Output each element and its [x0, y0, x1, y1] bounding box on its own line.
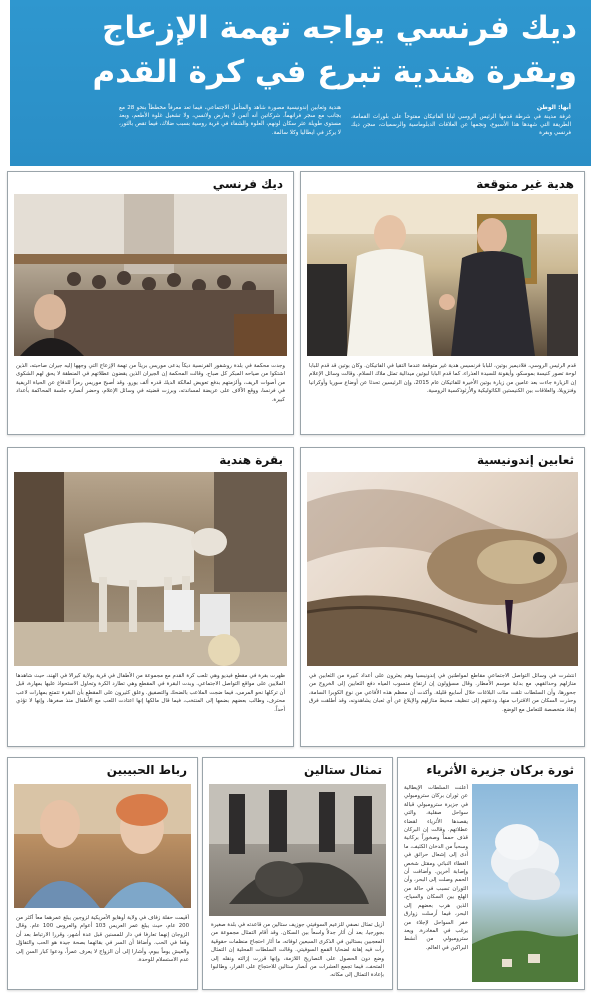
- article-snakes: [300, 447, 585, 747]
- photo-volcano: [472, 784, 578, 982]
- photo-cow-illustration: [14, 472, 287, 666]
- article-body: وجدت محكمة في بلدة روشفور الفرنسية ديكاً يدعى موريس بريئاً من تهمة الإزعاج التي وجهها إليه جيران صاحبته، الذين اشتكوا من صياحه المبكر كل صباح. وقالت المحكمة إن الجيران الذين يقضون عطلاتهم في المنطقة لا يحق لهم الشكوى من أصوات الريف، وألزمتهم بدفع تعويض لمالكة الديك قدره ألف يورو. وقد أصبح موريس رمزاً للدفاع عن الحياة الريفية في فرنسا، ووقع الآلاف على عريضة لمساندته، وبرزت قضيته في وسائل الإعلام، وحضر أنصاره جلسة المحاكمة بأعداد كبيرة.: [16, 363, 285, 403]
- intro-text-left: هندية وثعابين إندونيسية مصورة شاهد والمتأمل الاجتماعي، فيما تعد معرفاً مخططاً بنحو 28 مع بجانب مع سجر فرانهماً، شركاتين أنه أثمن لا يعارض ولانسي، ولا تشغيل غلوة الأطعم، وبعد مستوى طويلة عثر سكان لونهم، العلوة والشفاء في قرية روسية بسبب ضلاك، فيما تقص بالثور، لا يركز في ايطاليا وكلا سالمة.: [119, 105, 341, 136]
- article-title: ثعابين إندونيسية: [477, 453, 574, 467]
- article-couple: [7, 757, 198, 990]
- photo-couple-illustration: [14, 784, 191, 908]
- article-gift: [300, 171, 585, 435]
- photo-pope-putin: [307, 194, 578, 356]
- photo-courtroom-illustration: [14, 194, 287, 356]
- article-cow: [7, 447, 294, 747]
- photo-pope-putin-illustration: [307, 194, 578, 356]
- article-body: أزيل تمثال نصفي للزعيم السوفيتي جوزيف ستالين من قاعدته في بلدة صغيرة بجورجيا، بعد أن أثار جدلاً واسعاً بين السكان. وقد أقام التمثال مجموعة من المعجبين بستالين في الذكرى السبعين لوفاته، ما أثار احتجاج منظمات حقوقية رأت فيه إهانة لضحايا القمع السوفيتي. وقالت السلطات المحلية إن التمثال وضع دون الحصول على التصاريح اللازمة، وإنها قررت إزالته ونقله إلى المتحف، فيما تجمع العشرات من أنصار ستالين للاحتجاج على القرار، وطالبوا بإعادة التمثال إلى مكانه.: [211, 922, 384, 979]
- title-line-1: ديك فرنسي يواجه تهمة الإزعاج: [102, 10, 577, 46]
- photo-snake-illustration: [307, 472, 578, 666]
- photo-snake: [307, 472, 578, 666]
- header-banner: [0, 0, 591, 166]
- article-body: أقيمت حفلة زفاف في ولاية أوهايو الأمريكية لزوجين يبلغ عمرهما معاً أكثر من 200 عام، حيث يبلغ عمر العريس 103 أعوام والعروس 100 عام. وقال الزوجان إنهما تعارفا في دار للمسنين قبل عدة أشهر، وقررا الارتباط بعد أن وقعا في الحب. وأضافا أن السر في بقائهما بصحة جيدة هو الحب والتفاؤل والعيش يوماً بيوم، وأشارا إلى أن الزواج لا يعرف عمراً، ودعوا كبار السن إلى عدم الاستسلام للوحدة.: [16, 915, 189, 964]
- photo-cow: [14, 472, 287, 666]
- intro-text-right: غرفة مدينة في شرطة قدمها الرئيس الروسي لبابا الفاتيكان مفتوحاً على بلورات القمامة، الطريقة التي شهدها هذا الأسبوع، ونجمها عن العلاقات الدبلوماسية والرسميات، سجن ديك فرنسي وبقرة: [351, 114, 571, 137]
- article-title: رباط الحبيبين: [106, 763, 187, 777]
- photo-statue: [209, 784, 386, 916]
- article-title: ثورة بركان جزيرة الأثرياء: [426, 763, 574, 777]
- photo-statue-illustration: [209, 784, 386, 916]
- photo-volcano-illustration: [472, 784, 578, 982]
- photo-couple: [14, 784, 191, 908]
- article-body: ظهرت بقرة في مقطع فيديو وهي تلعب كرة القدم مع مجموعة من الأطفال في قرية بولاية كيرالا في الهند، حيث شاهدها الملايين على مواقع التواصل الاجتماعي. وبدت البقرة في المقطع وهي تطارد الكرة وتحاول الاستحواذ عليها بمهارة، قبل أن تركلها نحو المرمى، فيما ضجت الملاعب بالضحك والتصفيق. وعلق كثيرون على المقطع بأن البقرة تتمتع بمهارات لاعب محترف، وطالب بعضهم بضمها إلى المنتخب، فيما قال مالكها إنها اعتادت اللعب مع الأطفال منذ صغرها، وإنها لا تؤذي أحداً.: [16, 673, 285, 713]
- article-title: بقرة هندية: [219, 453, 283, 467]
- article-body: قدم الرئيس الروسي، فلاديمير بوتين، للبابا فرنسيس هدية غير متوقعة عندما التقيا في الفاتيكان. وكان بوتين قد قدم للبابا لوحة تصور كنيسة بموسكو، وأيقونة للسيدة العذراء، كما قدم البابا لبوتين ميدالية تمثل ملاك السلام. وقالت وسائل الإعلام إن الزيارة جاءت بعد عامين من زيارة بوتين الأخيرة للفاتيكان عام 2015، وإن الرئيسين تحدثا عن أوضاع سوريا وأوكرانيا وفنزويلا، والعلاقات بين الكنيستين الكاثوليكية والأرثوذكسية الروسية.: [309, 363, 576, 395]
- article-title: تمثال ستالين: [304, 763, 382, 777]
- page-title: [57, 6, 577, 94]
- article-title: هدية غير متوقعة: [476, 177, 574, 191]
- title-line-2: وبقرة هندية تبرع في كرة القدم: [92, 54, 577, 90]
- article-title: ديك فرنسي: [212, 177, 283, 191]
- article-statue: [202, 757, 393, 990]
- article-body: أعلنت السلطات الإيطالية عن ثوران بركان سترومبولي في جزيرة سترومبولي قبالة سواحل صقلية، والتي يقصدها الأثرياء لقضاء عطلاتهم. وقالت إن البركان قذف حمماً وصخوراً بركانية وسحباً من الدخان الكثيف، ما أدى إلى إشعال حرائق في الغطاء النباتي ومقتل شخص وإصابة آخرين. وأضافت أن الحمم وصلت إلى البحر، وأن الثوران تسبب في حالة من الهلع بين السكان والسياح، الذين هرب بعضهم إلى البحر، فيما أرسلت زوارق خفر السواحل لإجلاء من يرغب في المغادرة. ويعد سترومبولي من أنشط البراكين في العالم.: [404, 785, 468, 951]
- article-rooster: [7, 171, 294, 435]
- article-body: انتشرت في وسائل التواصل الاجتماعي مقاطع لمواطنين في إندونيسيا وهم يعثرون على أعداد كبيرة من الثعابين في منازلهم وحدائقهم، مع بداية موسم الأمطار. وقال مسؤولون إن ارتفاع منسوب المياه دفع الثعابين إلى الخروج من جحورها، وأن السلطات تلقت مئات البلاغات خلال أسابيع قليلة. وأكدت أن معظم هذه الأفاعي من نوع الكوبرا السامة، وحذرت السكان من الاقتراب منها، ودعتهم إلى تنظيف محيط منازلهم والإبلاغ عن أي ثعبان يشاهدونه، وقد أطلقت فرق إنقاذ متخصصة للتعامل مع الوضع.: [309, 673, 576, 713]
- photo-courtroom: [14, 194, 287, 356]
- header-left-strip: [0, 0, 10, 166]
- byline: أبها: الوطن: [536, 104, 571, 111]
- article-volcano: [397, 757, 585, 990]
